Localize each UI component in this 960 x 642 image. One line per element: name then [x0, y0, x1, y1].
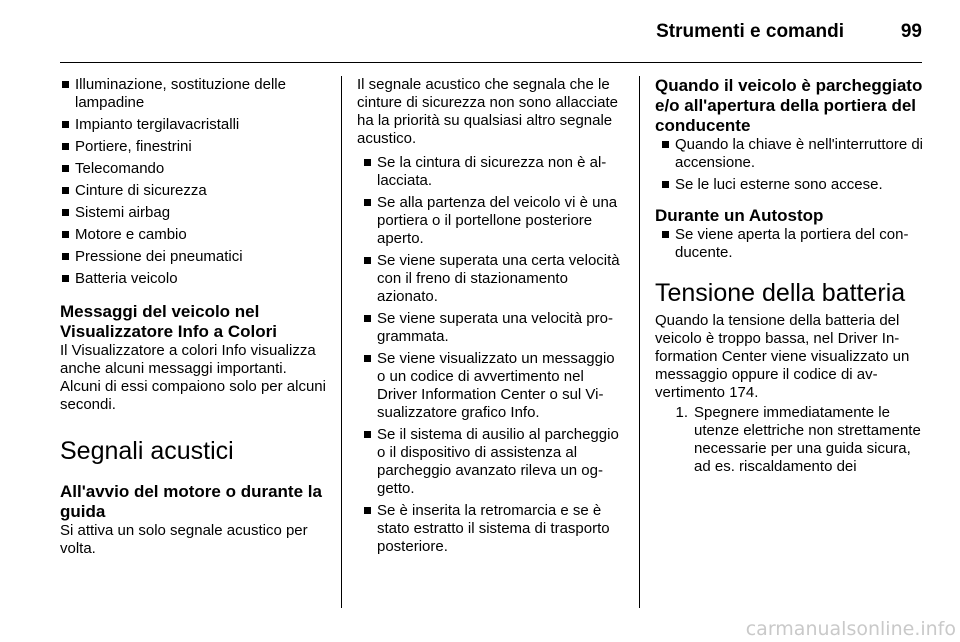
- list-item: Portiere, finestrini: [60, 138, 328, 156]
- step-text: Spegnere immediatamente le utenze elettriche non strettamente necessarie per una guida sicura, ad es. riscaldamento dei: [694, 404, 921, 475]
- parked-heading: Quando il veicolo è parcheggiato e/o all'apertura della portiera del conducente: [655, 76, 923, 135]
- list-item: Batteria veicolo: [60, 270, 328, 288]
- messages-paragraph: Il Visualizzatore a colori Info visualizza anche alcuni messaggi importanti. Alcuni di essi compaiono solo per alcuni secondi.: [60, 342, 326, 413]
- list-item: Quando la chiave è nell'interruttore di accensione.: [660, 136, 923, 172]
- list-item: Impianto tergilavacristalli: [60, 116, 328, 134]
- list-item: Se le luci esterne sono accese.: [660, 176, 923, 194]
- column-right: [655, 76, 923, 476]
- column-divider: [639, 76, 640, 608]
- autostop-list: [655, 226, 923, 262]
- list-item: Se viene aperta la portiera del conducente.: [660, 226, 923, 262]
- page-header: [60, 0, 922, 63]
- list-item: Telecomando: [60, 160, 328, 178]
- list-item: Se alla partenza del veicolo vi è una portiera o il portellone posteriore aperto.: [362, 194, 625, 248]
- list-item: Cinture di sicurezza: [60, 182, 328, 200]
- battery-voltage-heading: Tensione della batteria: [655, 279, 906, 307]
- list-item: Sistemi airbag: [60, 204, 328, 222]
- column-divider: [341, 76, 342, 608]
- step-item: [655, 404, 923, 476]
- column-left: [60, 76, 328, 558]
- list-item: Se il sistema di ausilio al parcheggio o il dispositivo di assistenza al parcheggio avanzato rileva un oggetto.: [362, 426, 625, 498]
- battery-paragraph: Quando la tensione della batteria del veicolo è troppo bassa, nel Driver Information Center viene visualizzato un messaggio oppure il codice di avvertimento 174.: [655, 312, 910, 401]
- parked-list: [655, 136, 923, 194]
- engine-start-heading: All'avvio del motore o durante la guida: [60, 482, 322, 521]
- list-item: Pressione dei pneumatici: [60, 248, 328, 266]
- list-item: Se viene superata una velocità programmata.: [362, 310, 625, 346]
- messages-heading: Messaggi del veicolo nel Visualizzatore Info a Colori: [60, 302, 277, 341]
- column-middle: [357, 76, 625, 560]
- signals-heading: Segnali acustici: [60, 437, 234, 465]
- steps-list: [655, 404, 923, 476]
- step-number: 1.: [675, 404, 688, 421]
- seatbelt-priority-paragraph: Il segnale acustico che segnala che le cinture di sicurezza non sono allacciate ha la priorità su qualsiasi altro segnale acustico.: [357, 76, 618, 147]
- page-title: Strumenti e comandi: [656, 21, 844, 42]
- page-number: 99: [900, 21, 922, 42]
- list-item: Se è inserita la retromarcia e se è stato estratto il sistema di trasporto posteriore.: [362, 502, 625, 556]
- list-item: Motore e cambio: [60, 226, 328, 244]
- autostop-heading: Durante un Autostop: [655, 206, 824, 225]
- topic-list: [60, 76, 328, 288]
- list-item: Illuminazione, sostituzione delle lampadine: [60, 76, 328, 112]
- list-item: Se la cintura di sicurezza non è allacciata.: [362, 154, 625, 190]
- engine-start-paragraph: Si attiva un solo segnale acustico per volta.: [60, 522, 308, 557]
- acoustic-signal-list: [357, 154, 625, 556]
- list-item: Se viene visualizzato un messaggio o un codice di avvertimento nel Driver Information Center o sul Visualizzatore grafico Info.: [362, 350, 625, 422]
- list-item: Se viene superata una certa velocità con il freno di stazionamento azionato.: [362, 252, 625, 306]
- watermark: carmanualsonline.info: [745, 618, 956, 640]
